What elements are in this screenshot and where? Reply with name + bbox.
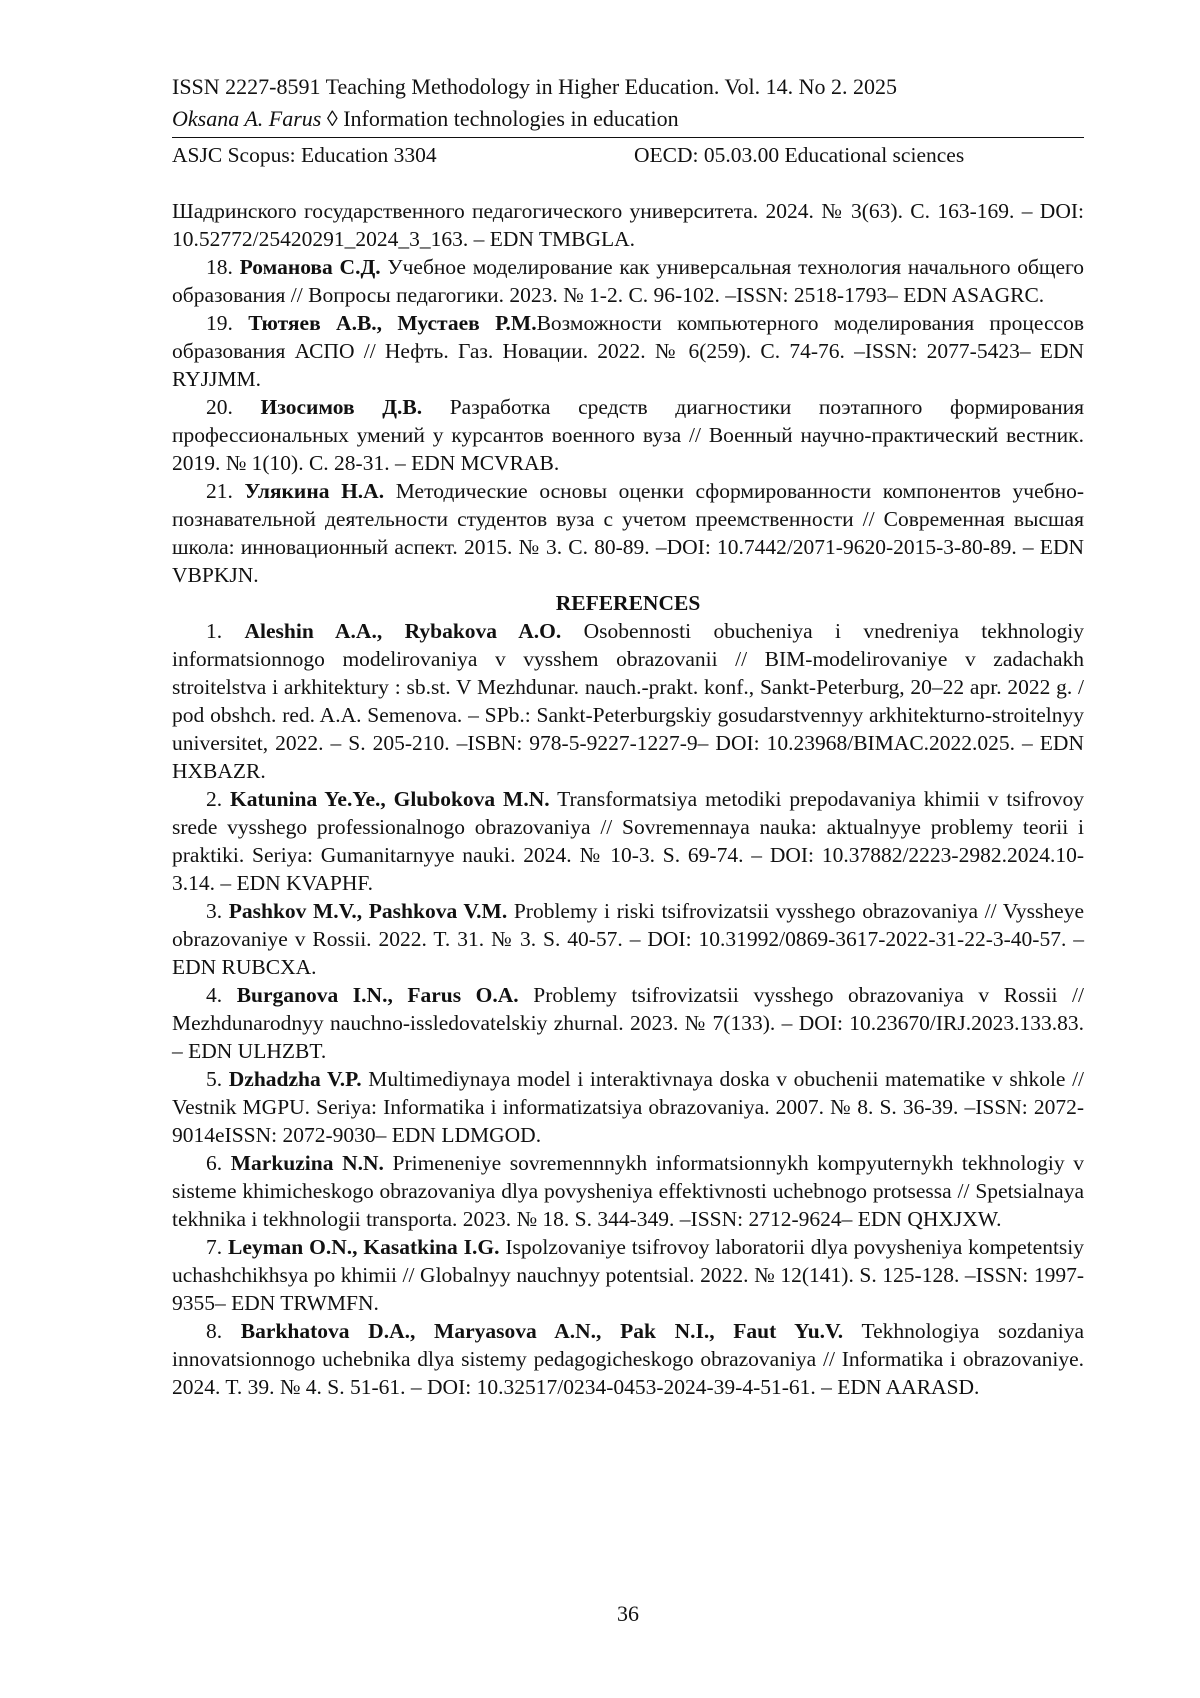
reference-authors: Тютяев А.В., Мустаев Р.М.: [248, 311, 537, 335]
reference-authors: Leyman O.N., Kasatkina I.G.: [228, 1235, 500, 1259]
reference-number: 3.: [206, 899, 223, 923]
reference-item: [172, 981, 1084, 1065]
header-divider: [172, 137, 1084, 138]
reference-number: 20.: [206, 395, 233, 419]
reference-authors: Barkhatova D.A., Maryasova A.N., Pak N.I., Faut Yu.V.: [240, 1319, 844, 1343]
reference-text: Разработка средств диагностики поэтапного формирования профессиональных умений у курсантов военного вуза // Военный научно-практический вестник. 2019. № 1(10). С. 28-31. – EDN MCVRAB.: [172, 395, 1085, 475]
reference-authors: Aleshin A.A., Rybakova A.O.: [244, 619, 562, 643]
reference-authors: Романова С.Д.: [239, 255, 381, 279]
journal-header: ISSN 2227-8591 Teaching Methodology in Higher Education. Vol. 14. No 2. 2025: [172, 74, 898, 99]
reference-item: [172, 897, 1084, 981]
reference-text: Multimediynaya model i interaktivnaya doska v obuchenii matematike v shkole // Vestnik MGPU. Seriya: Informatika i informatizatsiya obrazovaniya. 2007. № 8. S. 36-39. –ISSN: 2072-9014eISSN: 2072-9030– EDN LDMGOD.: [172, 1067, 1085, 1147]
reference-item: [172, 785, 1084, 897]
reference-item: [172, 477, 1084, 589]
reference-authors: Burganova I.N., Farus O.A.: [236, 983, 519, 1007]
reference-number: 8.: [206, 1319, 223, 1343]
reference-authors: Dzhadzha V.P.: [228, 1067, 362, 1091]
reference-item: [172, 1065, 1084, 1149]
reference-text: Osobennosti obucheniya i vnedreniya tekhnologiy informatsionnogo modelirovaniya v vysshem obrazovanii // BIM-modelirovaniye v zadachakh stroitelstva i arkhitektury : sb.st. V Mezhdunar. nauch.-prakt. konf., Sankt-Peterburg, 20–22 apr. 2022 g. / pod obshch. red. A.A. Semenova. – SPb.: Sankt-Peterburgskiy gosudarstvennyy arkhitekturno-stroitelnyy universitet, 2022. – S. 205-210. –ISBN: 978-5-9227-1227-9– DOI: 10.23968/BIMAC.2022.025. – EDN HXBAZR.: [172, 619, 1084, 783]
reference-continuation: Шадринского государственного педагогического университета. 2024. № 3(63). С. 163-169. – DOI: 10.52772/25420291_2024_3_163. – EDN TMBGLA.: [172, 199, 1084, 251]
reference-number: 2.: [206, 787, 223, 811]
reference-authors: Katunina Ye.Ye., Glubokova M.N.: [229, 787, 550, 811]
reference-authors: Изосимов Д.В.: [260, 395, 423, 419]
reference-number: 19.: [206, 311, 233, 335]
reference-text: Transformatsiya metodiki prepodavaniya khimii v tsifrovoy srede vysshego professionalnogo obrazovaniya // Sovremennaya nauka: aktualnyye problemy teorii i praktiki. Seriya: Gumanitarnyye nauki. 2024. № 10-3. S. 69-74. – DOI: 10.37882/2223-2982.2024.10-3.14. – EDN KVAPHF.: [172, 787, 1084, 895]
reference-number: 6.: [206, 1151, 223, 1175]
reference-text: Problemy tsifrovizatsii vysshego obrazovaniya v Rossii // Mezhdunarodnyy nauchno-issledovatelskiy zhurnal. 2023. № 7(133). – DOI: 10.23670/IRJ.2023.133.83. – EDN ULHZBT.: [172, 983, 1084, 1063]
reference-number: 4.: [206, 983, 223, 1007]
reference-text: Tekhnologiya sozdaniya innovatsionnogo uchebnika dlya sistemy pedagogicheskogo obrazovaniya // Informatika i obrazovaniye. 2024. T. 39. № 4. S. 51-61. – DOI: 10.32517/0234-0453-2024-39-4-51-61. – EDN AARASD.: [172, 1319, 1084, 1399]
diamond-separator-icon: ◊: [326, 106, 338, 131]
reference-item: [172, 617, 1084, 785]
reference-text: Problemy i riski tsifrovizatsii vysshego obrazovaniya // Vyssheye obrazovaniye v Rossii. 2022. T. 31. № 3. S. 40-57. – DOI: 10.31992/0869-3617-2022-31-22-3-40-57. – EDN RUBCXA.: [172, 899, 1084, 979]
reference-list: [172, 197, 1084, 1401]
reference-authors: Pashkov M.V., Pashkova V.M.: [228, 899, 508, 923]
asjc-code: ASJC Scopus: Education 3304: [172, 143, 437, 167]
running-head-section: Information technologies in education: [343, 106, 679, 131]
reference-text: Учебное моделирование как универсальная технология начального общего образования // Вопросы педагогики. 2023. № 1-2. С. 96-102. –ISSN: 2518-1793– EDN ASAGRC.: [172, 255, 1085, 307]
running-head-author: Oksana A. Farus: [172, 106, 322, 131]
reference-number: 7.: [206, 1235, 223, 1259]
classification-line: [172, 142, 1084, 168]
reference-item: [172, 1149, 1084, 1233]
references-heading: REFERENCES: [555, 591, 701, 615]
reference-item: [172, 1317, 1084, 1401]
reference-text: Ispolzovaniye tsifrovoy laboratorii dlya povysheniya kompetentsiy uchashchikhsya po khimii // Globalnyy nauchnyy potentsial. 2022. № 12(141). S. 125-128. –ISSN: 1997-9355– EDN TRWMFN.: [172, 1235, 1085, 1315]
page-number: 36: [617, 1601, 639, 1626]
reference-number: 5.: [206, 1067, 223, 1091]
reference-text: Методические основы оценки сформированности компонентов учебно-познавательной деятельности студентов вуза с учетом преемственности // Современная высшая школа: инновационный аспект. 2015. № 3. С. 80-89. –DOI: 10.7442/2071-9620-2015-3-80-89. – EDN VBPKJN.: [172, 479, 1085, 587]
reference-authors: Markuzina N.N.: [230, 1151, 384, 1175]
reference-item: [172, 1233, 1084, 1317]
reference-text: Возможности компьютерного моделирования процессов образования АСПО // Нефть. Газ. Новации. 2022. № 6(259). С. 74-76. –ISSN: 2077-5423– EDN RYJJMM.: [172, 311, 1084, 391]
reference-item: [172, 393, 1084, 477]
reference-item: [172, 309, 1084, 393]
reference-number: 18.: [206, 255, 233, 279]
running-head: [172, 106, 1084, 132]
reference-number: 1.: [206, 619, 223, 643]
reference-authors: Улякина Н.А.: [244, 479, 385, 503]
reference-text: Primeneniye sovremennnykh informatsionnykh kompyuternykh tekhnologiy v sisteme khimicheskogo obrazovaniya dlya povysheniya effektivnosti uchebnogo protsessa // Spetsialnaya tekhnika i tekhnologii transporta. 2023. № 18. S. 344-349. –ISSN: 2712-9624– EDN QHXJXW.: [172, 1151, 1084, 1231]
reference-item: [172, 253, 1084, 309]
reference-number: 21.: [206, 479, 233, 503]
oecd-code: OECD: 05.03.00 Educational sciences: [634, 143, 965, 167]
